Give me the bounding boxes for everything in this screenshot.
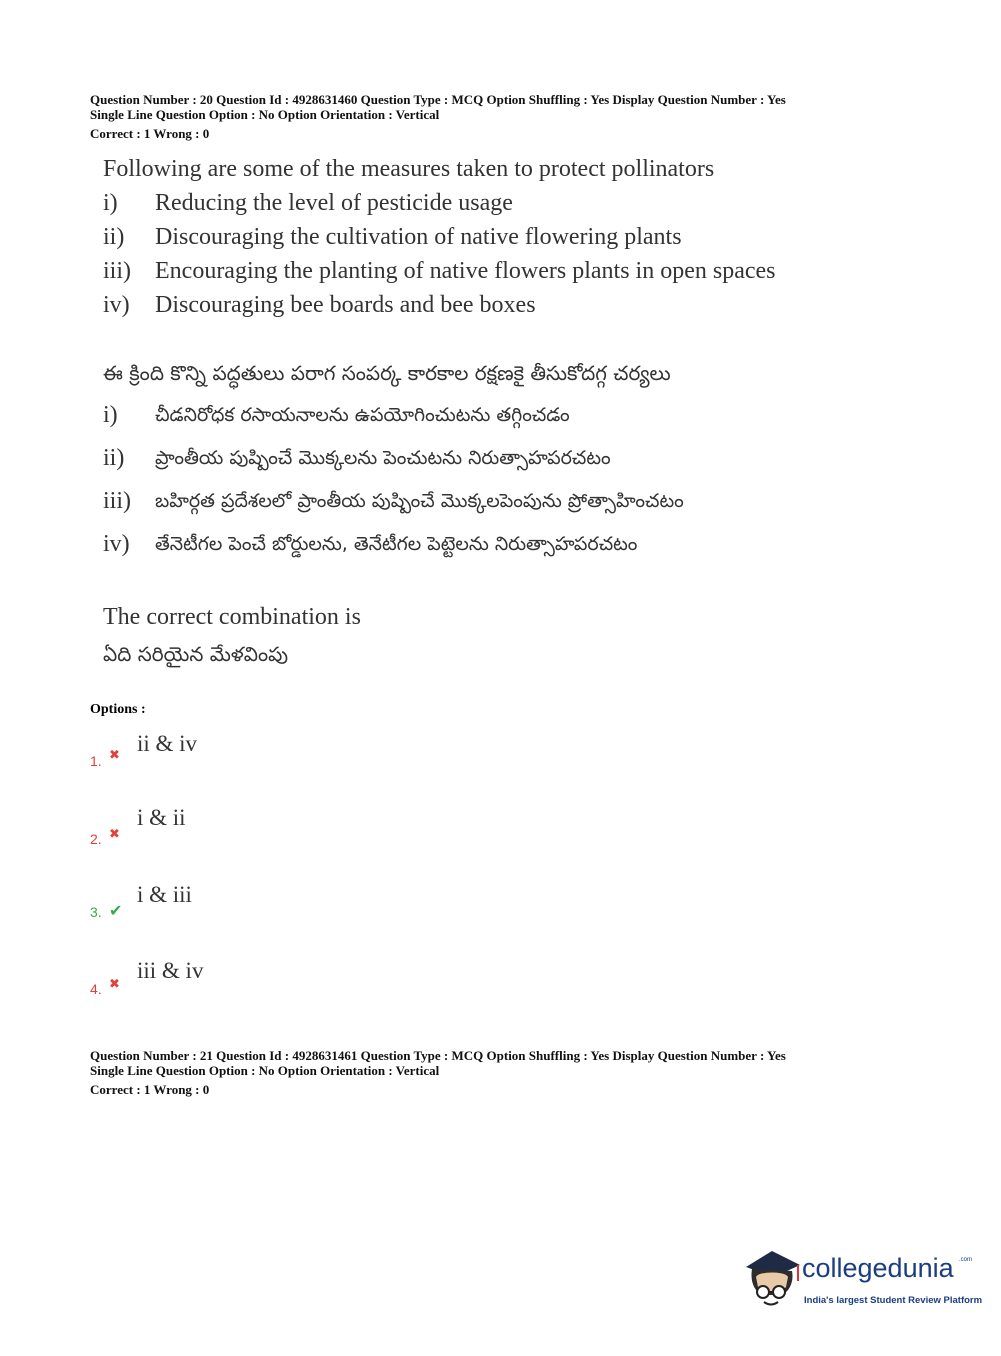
options-label: Options : [90,702,146,717]
statement-number: iii) [103,488,131,514]
statement-english [103,220,803,254]
q21-meta-line3: Correct : 1 Wrong : 0 [90,1082,210,1097]
statement-number: i) [103,190,118,216]
statement-english [103,254,803,288]
q21-meta-line2: Single Line Question Option : No Option Orientation : Vertical [90,1063,440,1078]
logo-suffix: .com [959,1257,973,1263]
statement-telugu [103,394,803,437]
q20-meta-line3: Correct : 1 Wrong : 0 [90,126,210,141]
option-number: 4. [90,981,102,997]
statement-english [103,288,803,322]
statement-number: iv) [103,531,130,557]
option-1[interactable] [90,731,490,781]
option-2[interactable] [90,805,490,855]
wrong-cross-icon: ✖ [109,977,120,992]
statement-text: Encouraging the planting of native flowers plants in open spaces [155,258,776,284]
question-intro-english: Following are some of the measures taken to protect pollinators [103,156,715,182]
correct-check-icon: ✔ [109,901,123,920]
logo-wordmark: collegedunia [802,1253,954,1283]
q20-meta-line2: Single Line Question Option : No Option Orientation : Vertical [90,107,440,122]
question-intro-telugu: ఈ క్రింది కొన్ని పద్ధతులు పరాగ సంపర్క కారకాల రక్షణకై తీసుకోదగ్గ చర్యలు [103,361,671,385]
combination-prompt-english: The correct combination is [103,604,361,630]
statement-text: చీడనిరోధక రసాయనాలను ఉపయోగించుటను తగ్గించడం [155,404,570,426]
option-text: ii & iv [137,731,198,756]
statement-number: iv) [103,292,130,318]
statement-english [103,186,803,220]
option-text: iii & iv [137,958,204,983]
statement-number: i) [103,402,118,428]
statement-telugu [103,523,803,566]
wrong-cross-icon: ✖ [109,748,120,763]
option-text: i & ii [137,805,186,830]
option-number: 2. [90,831,102,847]
statement-text: Reducing the level of pesticide usage [155,190,513,216]
option-4[interactable] [90,958,490,1008]
logo-tagline: India's largest Student Review Platform [804,1295,983,1306]
question-20-body [103,152,803,674]
statement-text: ప్రాంతీయ పుష్పించే మొక్కలను పెంచుటను నిరుత్సాహపరచటం [155,447,611,469]
q20-meta-line1: Question Number : 20 Question Id : 4928631460 Question Type : MCQ Option Shuffling : Yes Display Question Number : Yes [90,92,786,107]
combination-prompt-telugu: ఏది సరియైన మేళవింపు [103,642,289,666]
option-number: 1. [90,753,102,769]
collegedunia-logo [742,1247,983,1317]
statement-number: iii) [103,258,131,284]
statement-text: బహిర్గత ప్రదేశలలో ప్రాంతీయ పుష్పించే మొక్కలపెంపును ప్రోత్సాహించటం [155,490,684,512]
graduate-mascot-icon [742,1247,802,1311]
statement-number: ii) [103,445,125,471]
wrong-cross-icon: ✖ [109,827,120,842]
statement-text: Discouraging bee boards and bee boxes [155,292,536,318]
option-3[interactable] [90,882,490,932]
statement-text: తేనెటీగల పెంచే బోర్డులను, తెనేటీగల పెట్టెలను నిరుత్సాహపరచటం [155,533,638,555]
statement-telugu [103,437,803,480]
option-number: 3. [90,904,102,920]
statement-number: ii) [103,224,125,250]
option-text: i & iii [137,882,192,907]
q21-meta-line1: Question Number : 21 Question Id : 4928631461 Question Type : MCQ Option Shuffling : Yes Display Question Number : Yes [90,1048,786,1063]
statement-text: Discouraging the cultivation of native flowering plants [155,224,682,250]
question-21-metadata [90,1048,786,1097]
statement-telugu [103,480,803,523]
question-20-metadata [90,92,786,141]
